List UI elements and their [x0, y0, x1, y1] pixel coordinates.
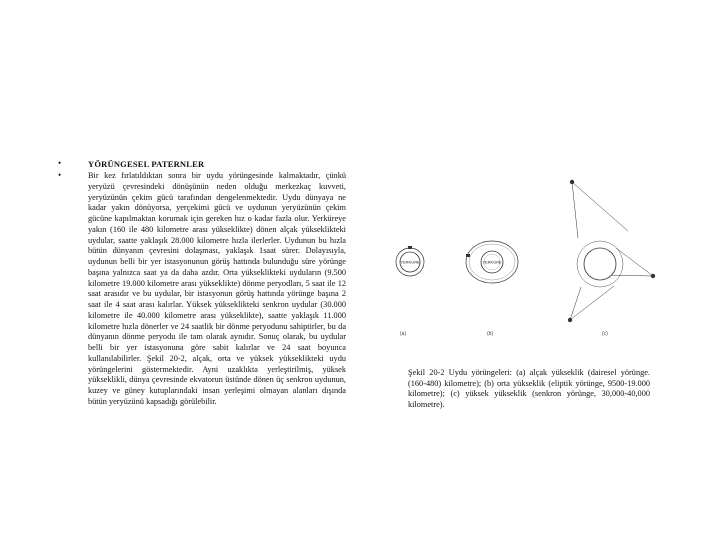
- bullet-2: •: [58, 170, 62, 180]
- coverage-line-2: [572, 182, 578, 238]
- earth-b-label: YERKÜRE: [482, 259, 502, 265]
- satellite-a-icon: [408, 246, 412, 249]
- panel-a-diagram: [396, 246, 424, 276]
- figure-caption: Şekil 20-2 Uydu yörüngeleri: (a) alçak yükseklik (dairesel yörünge. (160-480) kilometre); (b) orta yükseklik (eliptik yörünge, 9500-19.000 kilometre); (c) yüksek yükseklik (senkron yörünge, 30,000-40,000 kilometre).: [408, 368, 650, 409]
- orbit-figure: [388, 178, 658, 338]
- panel-b-diagram: [466, 241, 518, 283]
- earth-a-label: YERKÜRE: [400, 259, 420, 265]
- panel-c-diagram: [568, 180, 655, 322]
- panel-label-c: (c): [602, 331, 608, 337]
- satellite-c3-icon: [568, 318, 572, 322]
- section-heading: YÖRÜNGESEL PATERNLER: [88, 159, 205, 169]
- body-paragraph: Bir kez fırlatıldıktan sonra bir uydu yörüngesinde kalmaktadır, çünkü yeryüzü çevresindeki dönüşünün neden olduğu merkezkaç kuvveti, yeryüzünün çekim gücü tarafından dengelenmektedir. Uydu dünyaya ne kadar yakın dönüyorsa, yerçekimi gücü ve uydunun yeryüzünün çekim gücüne kapılmaktan korumak için gereken hız o kadar fazla olur. Yerküreye yakın (160 ile 480 kilometre arası yükseklikte) dönen alçak yükseklikteki uydular, saatte yaklaşık 28.000 kilometre hızla ilerlerler. Uydunun bu hızla bütün dünyanın çevresini dolaşması, yaklaşık 1saat sürer. Dolayısıyla, uydunun belli bir yer istasyonunun görüş hattında bulunduğu süre yörünge başına yalnızca saat ya da daha azdır. Orta yükseklikteki uyduların (9.500 kilometre 19.000 kilometre arası yükseklikte) dönme peryodları, 5 saat ile 12 saat arasıdır ve bu uydular, bir istasyonun görüş hattında yörünge başına 2 saat ile 4 saat arası kalırlar. Yüksek yükseklikteki senkron uydular (30.000 kilometre ile 40.000 kilometre arası yükseklikte), saatte yaklaşık 11.000 kilometre hızla dönerler ve 24 saatlik bir dönme peryodunu sahiptirler, bu da dünyanın dönme peryodu ile tam olarak aynıdır. Sonuç olarak, bu uydular belli bir yer istasyonuna göre sabit kalırlar ve 24 saat boyunca kullanılabilirler. Şekil 20-2, alçak, orta ve yüksek yükseklikteki uydu yörüngelerini göstermektedir. Ayni uzaklıkta yerleştirilmiş, yüksek yükseklikli, dünya çevresinde ekvatorun üstünde dönen üç senkron uydunun, kuzey ve güney kutuplarındaki insan yerleşimi olmayan alanları dışında bütün yeryüzünü kapsadığı görülebilir.: [88, 171, 346, 406]
- satellite-b-icon: [466, 254, 470, 257]
- panel-label-a: (a): [400, 331, 407, 337]
- bullet-1: •: [58, 158, 62, 168]
- panel-label-b: (b): [487, 331, 494, 337]
- satellite-c1-icon: [570, 180, 574, 184]
- earth-c-icon: [584, 248, 616, 280]
- coverage-line-6: [570, 286, 614, 320]
- satellite-c2-icon: [651, 274, 655, 278]
- coverage-line-1: [572, 182, 628, 231]
- coverage-line-5: [570, 287, 581, 320]
